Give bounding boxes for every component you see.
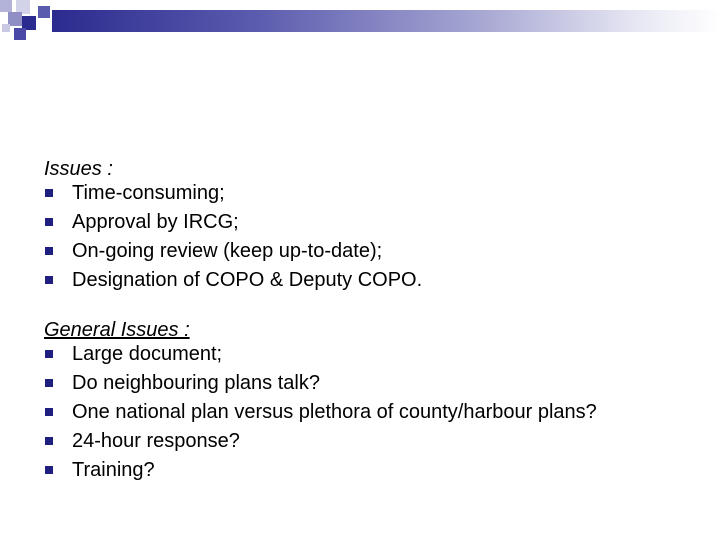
square-bullet-icon bbox=[45, 189, 53, 197]
decor-square bbox=[8, 12, 22, 26]
square-bullet-icon bbox=[45, 408, 53, 416]
list-item-text: Time-consuming; bbox=[72, 182, 225, 204]
slide-content bbox=[44, 157, 664, 487]
list-item-text: Approval by IRCG; bbox=[72, 211, 239, 233]
square-bullet-icon bbox=[45, 247, 53, 255]
list-item-text: Designation of COPO & Deputy COPO. bbox=[72, 269, 423, 291]
square-bullet-icon bbox=[45, 276, 53, 284]
decor-square bbox=[38, 6, 50, 18]
header-gradient-bar bbox=[52, 10, 720, 32]
square-bullet-icon bbox=[45, 379, 53, 387]
section-spacer bbox=[44, 297, 664, 318]
list-item bbox=[44, 458, 664, 482]
decor-square bbox=[14, 28, 26, 40]
list-item bbox=[44, 268, 664, 292]
list-item bbox=[44, 181, 664, 205]
list-item-text: 24-hour response? bbox=[72, 430, 240, 452]
decor-square bbox=[2, 24, 10, 32]
list-item bbox=[44, 210, 664, 234]
issues-list bbox=[44, 181, 664, 292]
list-item-text: On-going review (keep up-to-date); bbox=[72, 240, 383, 262]
list-item-text: One national plan versus plethora of county/harbour plans? bbox=[72, 401, 597, 423]
square-bullet-icon bbox=[45, 218, 53, 226]
list-item bbox=[44, 400, 664, 424]
issues-heading: Issues : bbox=[44, 158, 113, 180]
list-item bbox=[44, 239, 664, 263]
list-item-text: Training? bbox=[72, 459, 155, 481]
square-bullet-icon bbox=[45, 350, 53, 358]
general-issues-heading: General Issues : bbox=[44, 319, 190, 341]
list-item bbox=[44, 342, 664, 366]
list-item-text: Large document; bbox=[72, 343, 223, 365]
list-item bbox=[44, 371, 664, 395]
square-bullet-icon bbox=[45, 437, 53, 445]
square-bullet-icon bbox=[45, 466, 53, 474]
list-item-text: Do neighbouring plans talk? bbox=[72, 372, 320, 394]
list-item bbox=[44, 429, 664, 453]
general-issues-list bbox=[44, 342, 664, 482]
decor-square bbox=[0, 0, 12, 12]
